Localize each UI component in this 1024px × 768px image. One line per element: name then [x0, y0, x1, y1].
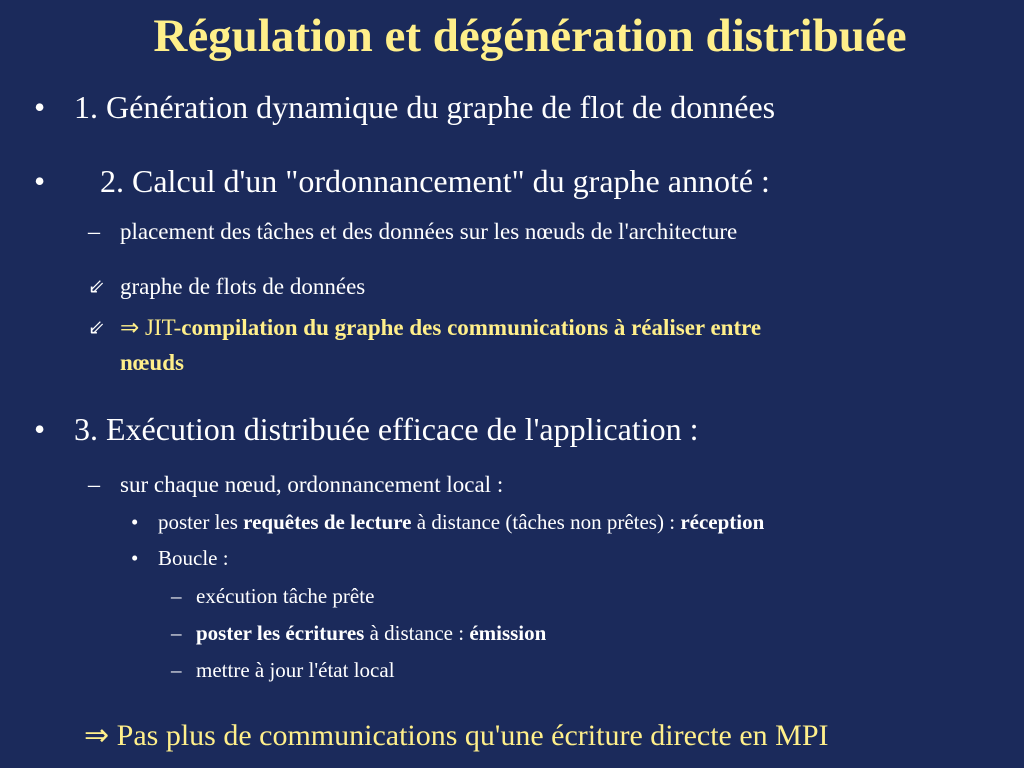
- implies-icon: ⇒: [84, 718, 110, 753]
- bullet-marker: •: [34, 89, 46, 125]
- dash-marker: –: [171, 584, 182, 608]
- bold-reception: réception: [680, 510, 765, 534]
- bullet-item-2: [34, 162, 45, 200]
- bullet-marker: •: [131, 546, 139, 570]
- arrow-down-left-icon: ⇙: [88, 274, 105, 298]
- dash-marker: –: [171, 658, 182, 682]
- sub-item-jit-compilation: [120, 313, 761, 343]
- bullet-marker: •: [34, 163, 46, 199]
- bold-read-requests: requêtes de lecture: [243, 510, 412, 534]
- dash-marker: –: [88, 219, 100, 245]
- bullet-marker: •: [131, 510, 139, 534]
- conclusion-text: Pas plus de communications qu'une écriture directe en MPI: [109, 719, 829, 752]
- implies-icon: ⇒: [120, 315, 140, 341]
- jit-bold-text: compilation du graphe des communications à réaliser entre: [181, 315, 762, 340]
- arrow-down-left-icon: ⇙: [88, 315, 105, 339]
- slide-title: Régulation et dégénération distribuée: [153, 10, 907, 62]
- bullet-item-1: [34, 88, 45, 126]
- item-1-text: 1. Génération dynamique du graphe de flot de données: [74, 89, 776, 125]
- sub-item-placement: placement des tâches et des données sur les nœuds de l'architecture: [120, 219, 738, 244]
- item-2-text: 2. Calcul d'un "ordonnancement" du graphe annoté :: [100, 163, 770, 199]
- loop-step-update-state: mettre à jour l'état local: [196, 658, 395, 682]
- conclusion: [84, 718, 829, 754]
- loop-step-post-writes: poster les écritures à distance : émission: [196, 621, 547, 645]
- item-3-text: 3. Exécution distribuée efficace de l'application :: [74, 411, 699, 447]
- jit-bold-text-continued: nœuds: [120, 350, 184, 375]
- dash-marker: –: [88, 472, 100, 498]
- bullet-item-3: [34, 410, 45, 448]
- sub-sub-item-loop: Boucle :: [158, 546, 229, 570]
- jit-prefix: JIT-: [139, 315, 182, 340]
- sub-sub-item-read-requests: poster les requêtes de lecture à distance (tâches non prêtes) : réception: [158, 510, 765, 534]
- sub-item-local-scheduling: sur chaque nœud, ordonnancement local :: [120, 472, 504, 497]
- sub-item-dataflow-graph: graphe de flots de données: [120, 274, 366, 299]
- bold-post-writes: poster les écritures: [196, 621, 365, 645]
- dash-marker: –: [171, 621, 182, 645]
- loop-step-execute: exécution tâche prête: [196, 584, 375, 608]
- bullet-marker: •: [34, 411, 46, 447]
- bold-emission: émission: [469, 621, 547, 645]
